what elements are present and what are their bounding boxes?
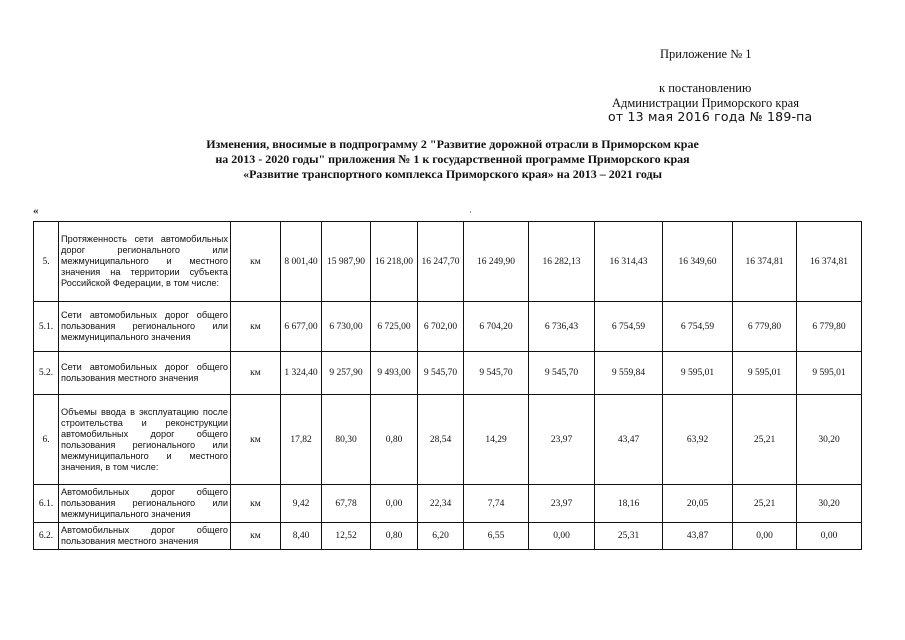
row-value: 6,55 [464,523,529,550]
row-value: 16 218,00 [371,222,418,302]
row-value: 9 545,70 [464,352,529,395]
row-value: 6 779,80 [797,302,862,352]
row-value: 28,54 [418,395,464,485]
row-number: 5. [34,222,59,302]
row-value: 16 249,90 [464,222,529,302]
title-line-2: на 2013 - 2020 годы" приложения № 1 к государственной программе Приморского края [215,152,690,166]
row-value: 80,30 [322,395,371,485]
row-value: 18,16 [595,485,663,523]
row-description: Протяженность сети автомобильных дорог регионального или межмуниципального и местного значения на территории субъекта Российской Федерации, в том числе: [59,222,231,302]
row-number: 6. [34,395,59,485]
stray-mark: · [469,207,472,217]
row-value: 14,29 [464,395,529,485]
row-value: 0,00 [529,523,595,550]
row-unit: км [231,395,281,485]
indicators-table [33,221,862,550]
row-value: 12,52 [322,523,371,550]
row-number: 5.1. [34,302,59,352]
row-value: 6 730,00 [322,302,371,352]
row-value: 25,31 [595,523,663,550]
document-title [120,137,785,182]
row-value: 7,74 [464,485,529,523]
row-description: Автомобильных дорог общего пользования местного значения [59,523,231,550]
row-value: 63,92 [663,395,733,485]
row-value: 6 677,00 [281,302,322,352]
row-value: 6 754,59 [663,302,733,352]
row-number: 6.2. [34,523,59,550]
row-value: 0,00 [371,485,418,523]
row-value: 16 374,81 [797,222,862,302]
row-description: Сети автомобильных дорог общего пользования местного значения [59,352,231,395]
row-value: 20,05 [663,485,733,523]
table-row [34,222,862,302]
row-value: 22,34 [418,485,464,523]
table-row [34,352,862,395]
row-value: 9 257,90 [322,352,371,395]
row-value: 16 282,13 [529,222,595,302]
row-value: 67,78 [322,485,371,523]
row-value: 0,00 [797,523,862,550]
table-row [34,302,862,352]
title-line-3: «Развитие транспортного комплекса Приморского края» на 2013 – 2021 годы [243,167,662,181]
row-unit: км [231,485,281,523]
row-value: 43,47 [595,395,663,485]
row-value: 23,97 [529,485,595,523]
row-value: 43,87 [663,523,733,550]
row-number: 6.1. [34,485,59,523]
row-value: 9 493,00 [371,352,418,395]
row-description: Сети автомобильных дорог общего пользования регионального или межмуниципального значения [59,302,231,352]
row-value: 9 595,01 [733,352,797,395]
table-row [34,485,862,523]
row-value: 6 779,80 [733,302,797,352]
row-value: 16 314,43 [595,222,663,302]
row-unit: км [231,352,281,395]
row-value: 6 754,59 [595,302,663,352]
row-value: 25,21 [733,395,797,485]
row-value: 6 725,00 [371,302,418,352]
row-description: Объемы ввода в эксплуатацию после строительства и реконструкции автомобильных дорог общего пользования регионального или межмуниципального и местного значения, в том числе: [59,395,231,485]
row-value: 8,40 [281,523,322,550]
row-value: 9 595,01 [663,352,733,395]
row-value: 9 545,70 [418,352,464,395]
row-unit: км [231,302,281,352]
row-unit: км [231,222,281,302]
row-value: 25,21 [733,485,797,523]
administration-label: Администрации Приморского края [612,96,799,110]
row-unit: км [231,523,281,550]
row-value: 16 349,60 [663,222,733,302]
row-description: Автомобильных дорог общего пользования регионального или межмуниципального значения [59,485,231,523]
table-row [34,523,862,550]
row-value: 16 374,81 [733,222,797,302]
to-decree-label: к постановлению [659,81,752,95]
row-value: 8 001,40 [281,222,322,302]
row-value: 15 987,90 [322,222,371,302]
row-value: 17,82 [281,395,322,485]
row-value: 30,20 [797,395,862,485]
appendix-label: Приложение № 1 [660,47,752,61]
row-value: 9 595,01 [797,352,862,395]
row-value: 16 247,70 [418,222,464,302]
row-value: 30,20 [797,485,862,523]
row-number: 5.2. [34,352,59,395]
row-value: 9 559,84 [595,352,663,395]
row-value: 6 704,20 [464,302,529,352]
table-row [34,395,862,485]
row-value: 1 324,40 [281,352,322,395]
row-value: 9 545,70 [529,352,595,395]
row-value: 23,97 [529,395,595,485]
row-value: 9,42 [281,485,322,523]
row-value: 6 702,00 [418,302,464,352]
row-value: 6,20 [418,523,464,550]
row-value: 0,80 [371,523,418,550]
title-line-1: Изменения, вносимые в подпрограмму 2 "Развитие дорожной отрасли в Приморском крае [206,137,699,151]
row-value: 6 736,43 [529,302,595,352]
row-value: 0,00 [733,523,797,550]
row-value: 0,80 [371,395,418,485]
decree-date-number: от 13 мая 2016 года № 189-па [608,109,813,124]
opening-quote: « [33,205,39,217]
